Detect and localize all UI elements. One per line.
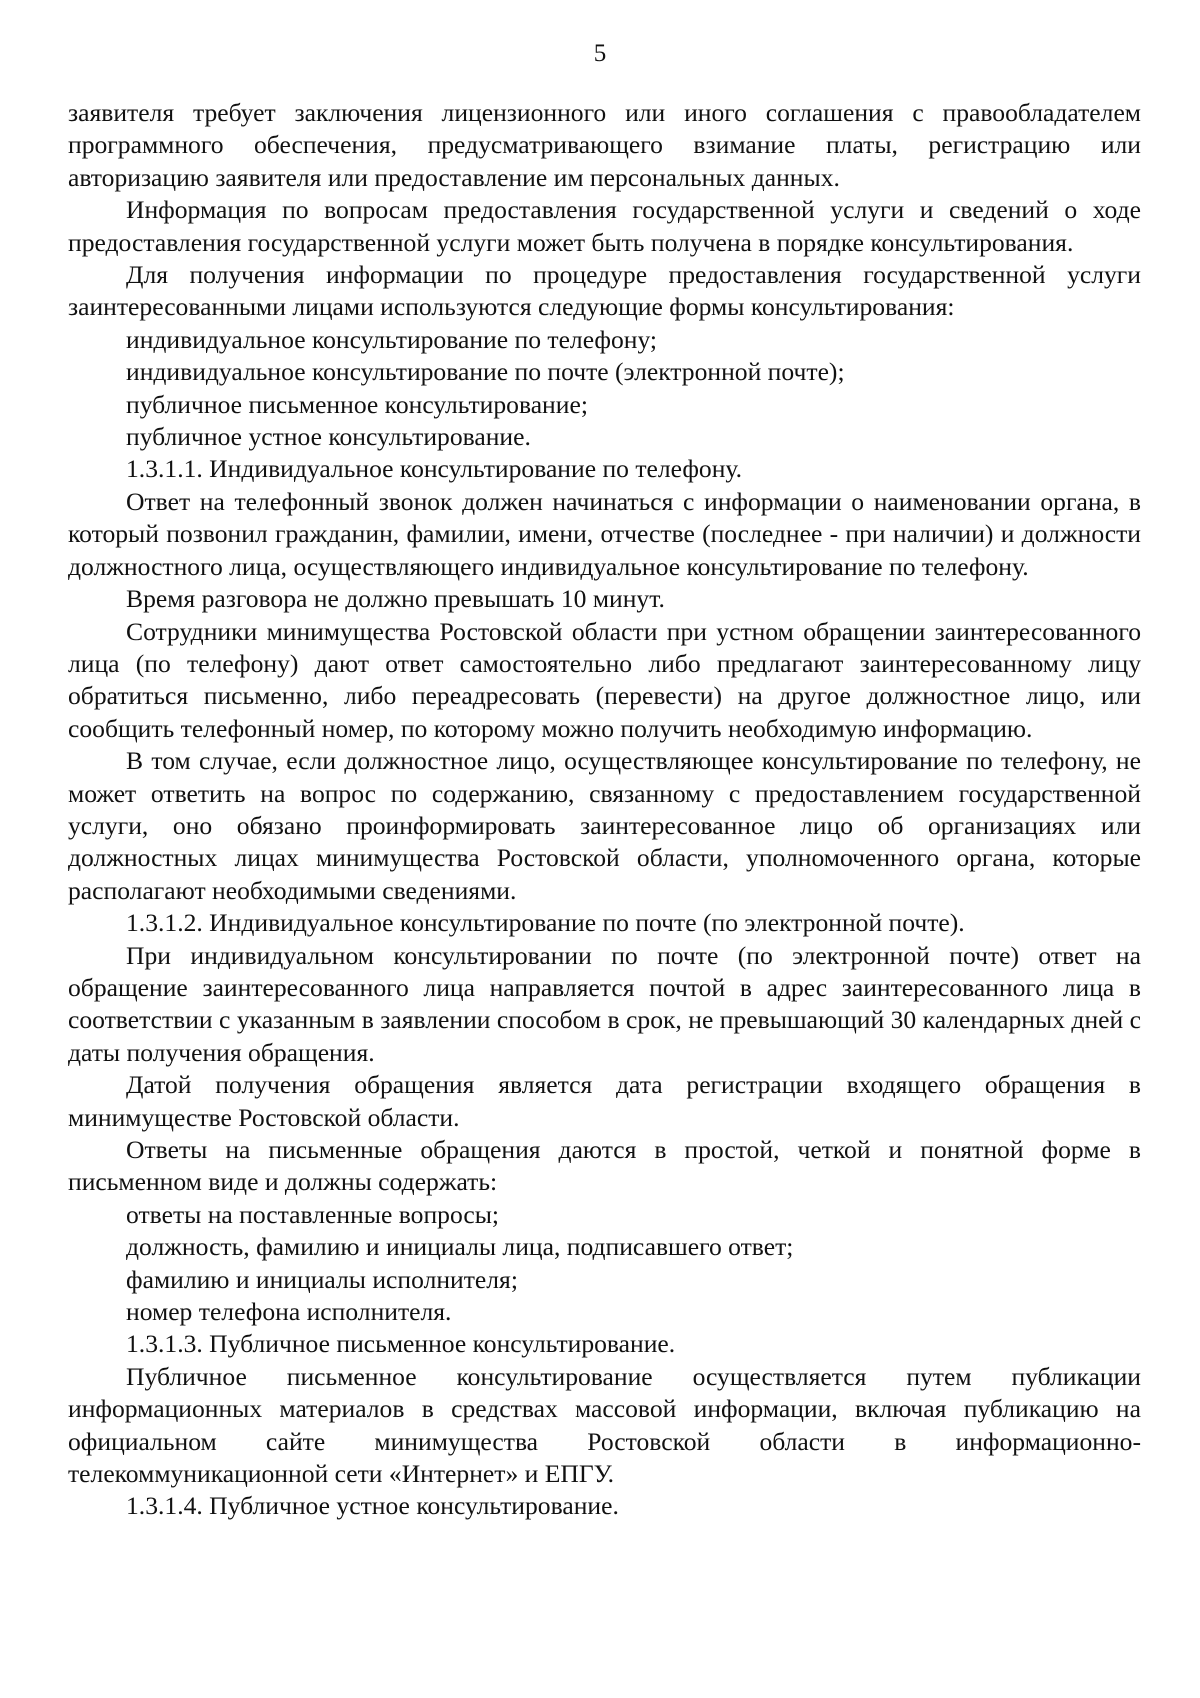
paragraph: При индивидуальном консультировании по почте (по электронной почте) ответ на обращение заинтересованного лица направляется почтой в адрес заинтересованного лица в соответствии с указанным в заявлении способом в срок, не превышающий 30 календарных дней с даты получения обращения. [68, 940, 1141, 1067]
paragraph: Сотрудники минимущества Ростовской области при устном обращении заинтересованного лица (по телефону) дают ответ самостоятельно либо предлагают заинтересованному лицу обратиться письменно, либо переадресовать (перевести) на другое должностное лицо, или сообщить телефонный номер, по которому можно получить необходимую информацию. [68, 616, 1141, 743]
section-heading: 1.3.1.3. Публичное письменное консультирование. [126, 1329, 676, 1359]
paragraph: заявителя требует заключения лицензионного или иного соглашения с правообладателем программного обеспечения, предусматривающего взимание платы, регистрацию или авторизацию заявителя или предоставление им персональных данных. [68, 98, 1141, 192]
paragraph: Для получения информации по процедуре предоставления государственной услуги заинтересованными лицами используются следующие формы консультирования: [68, 260, 1141, 322]
list-item: ответы на поставленные вопросы; [126, 1199, 500, 1229]
paragraph: Датой получения обращения является дата регистрации входящего обращения в минимуществе Ростовской области. [68, 1070, 1141, 1132]
list-item: публичное устное консультирование. [126, 422, 531, 452]
list-item: публичное письменное консультирование; [126, 389, 588, 419]
list-item: должность, фамилию и инициалы лица, подписавшего ответ; [126, 1232, 794, 1262]
paragraph: Публичное письменное консультирование осуществляется путем публикации информационных материалов в средствах массовой информации, включая публикацию на официальном сайте минимущества Ростовской области в информационно-телекоммуникационной сети «Интернет» и ЕПГУ. [68, 1361, 1141, 1489]
paragraph: Время разговора не должно превышать 10 минут. [126, 584, 665, 614]
list-item: номер телефона исполнителя. [126, 1297, 452, 1327]
paragraph: Ответ на телефонный звонок должен начинаться с информации о наименовании органа, в который позвонил гражданин, фамилии, имени, отчестве (последнее - при наличии) и должности должностного лица, осуществляющего индивидуальное консультирование по телефону. [68, 486, 1141, 581]
document-body [68, 97, 1141, 1523]
list-item: индивидуальное консультирование по телефону; [126, 324, 658, 354]
section-heading: 1.3.1.2. Индивидуальное консультирование по почте (по электронной почте). [126, 908, 965, 938]
list-item: индивидуальное консультирование по почте (электронной почте); [126, 357, 845, 387]
list-item: фамилию и инициалы исполнителя; [126, 1264, 518, 1294]
section-heading: 1.3.1.4. Публичное устное консультирование. [126, 1491, 619, 1521]
paragraph: В том случае, если должностное лицо, осуществляющее консультирование по телефону, не может ответить на вопрос по содержанию, связанному с предоставлением государственной услуги, оно обязано проинформировать заинтересованное лицо об организациях или должностных лицах минимущества Ростовской области, уполномоченного органа, которые располагают необходимыми сведениями. [68, 746, 1141, 905]
paragraph: Информация по вопросам предоставления государственной услуги и сведений о ходе предоставления государственной услуги может быть получена в порядке консультирования. [68, 195, 1141, 257]
section-heading: 1.3.1.1. Индивидуальное консультирование по телефону. [126, 454, 743, 484]
page-number: 5 [593, 40, 607, 67]
paragraph: Ответы на письменные обращения даются в простой, четкой и понятной форме в письменном виде и должны содержать: [68, 1135, 1141, 1197]
